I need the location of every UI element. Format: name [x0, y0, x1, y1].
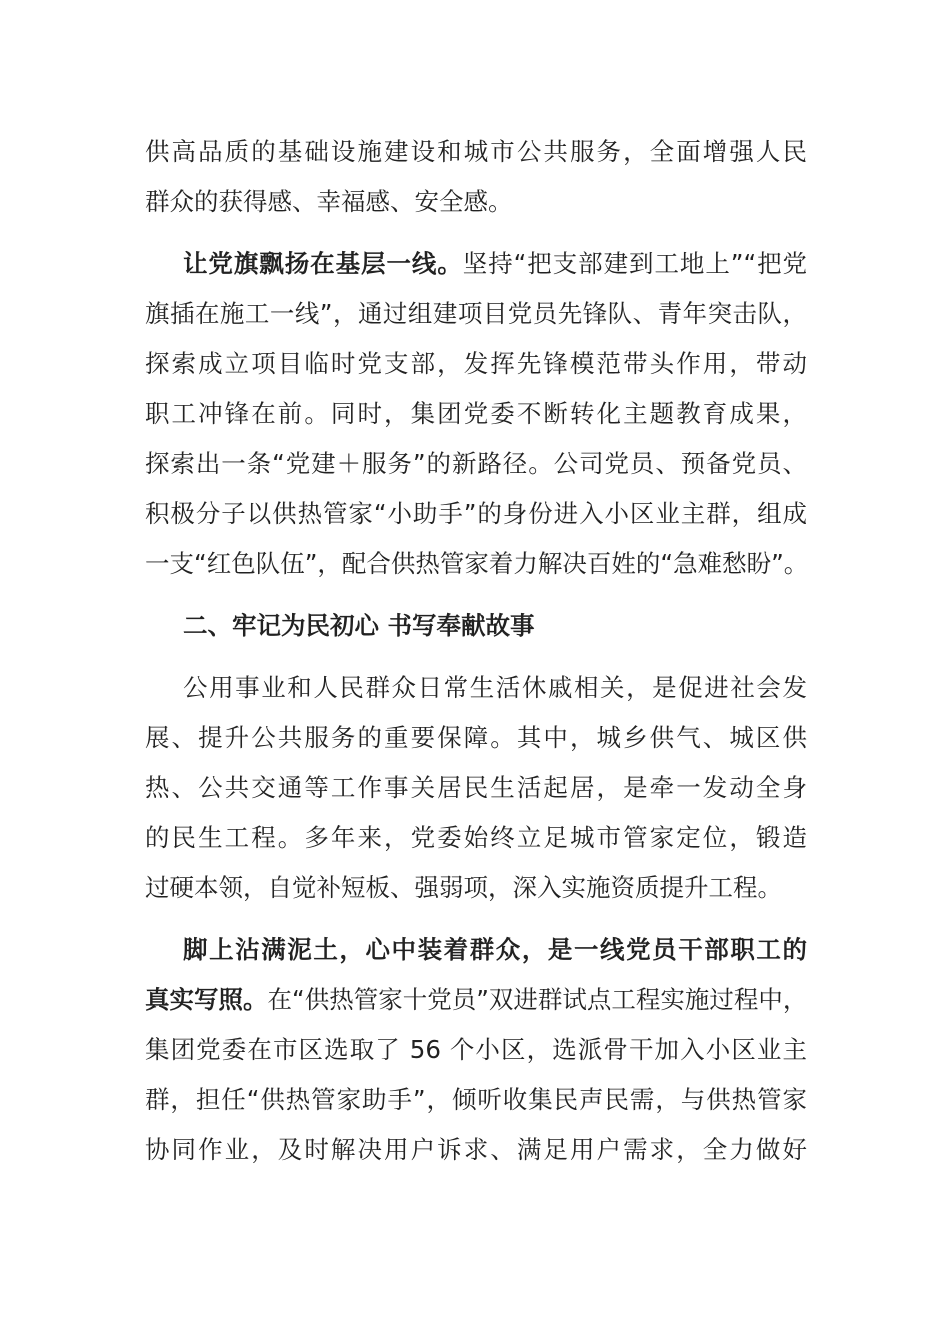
text-line: 公用事业和人民群众日常生活休戚相关，是促进社会发 [183, 673, 807, 702]
text-line: 探索成立项目临时党支部，发挥先锋模范带头作用，带动 [145, 349, 807, 378]
text-line [145, 925, 807, 975]
bold-lead: 让党旗飘扬在基层一线。 [183, 249, 463, 278]
text-run: 在“供热管家十党员”双进群试点工程实施过程中， [267, 985, 808, 1014]
paragraph [145, 925, 807, 1175]
text-line: 过硬本领，自觉补短板、强弱项，深入实施资质提升工程。 [145, 873, 782, 902]
text-line: 展、提升公共服务的重要保障。其中，城乡供气、城区供 [145, 723, 807, 752]
text-line: 群众的获得感、幸福感、安全感。 [145, 187, 513, 216]
text-line: 供高品质的基础设施建设和城市公共服务，全面增强人民 [145, 137, 807, 166]
text-line: 积极分子以供热管家“小助手”的身份进入小区业主群，组成 [145, 499, 807, 528]
text-line: 探索出一条“党建＋服务”的新路径。公司党员、预备党员、 [145, 449, 807, 478]
bold-lead: 真实写照。 [145, 985, 268, 1014]
text-run: 坚持“把支部建到工地上”“把党 [462, 249, 808, 278]
heading-text: 二、牢记为民初心 书写奉献故事 [183, 611, 535, 640]
document-page [145, 127, 807, 1175]
text-line: 集团党委在市区选取了 56 个小区，选派骨干加入小区业主 [145, 1035, 807, 1064]
text-line [145, 975, 807, 1025]
text-line: 职工冲锋在前。同时，集团党委不断转化主题教育成果， [145, 399, 807, 428]
text-line: 群，担任“供热管家助手”，倾听收集民声民需，与供热管家 [145, 1085, 807, 1114]
paragraph [145, 663, 807, 913]
paragraph [145, 127, 807, 227]
text-line: 协同作业，及时解决用户诉求、满足用户需求，全力做好 [145, 1135, 807, 1164]
text-line [145, 239, 807, 289]
bold-lead: 脚上沾满泥土，心中装着群众，是一线党员干部职工的 [183, 935, 807, 964]
paragraph [145, 239, 807, 589]
text-line: 热、公共交通等工作事关居民生活起居，是牵一发动全身 [145, 773, 807, 802]
section-heading [145, 601, 807, 651]
text-line: 一支“红色队伍”，配合供热管家着力解决百姓的“急难愁盼”。 [145, 549, 809, 578]
text-line: 旗插在施工一线”，通过组建项目党员先锋队、青年突击队， [145, 299, 807, 328]
text-line: 的民生工程。多年来，党委始终立足城市管家定位，锻造 [145, 823, 807, 852]
